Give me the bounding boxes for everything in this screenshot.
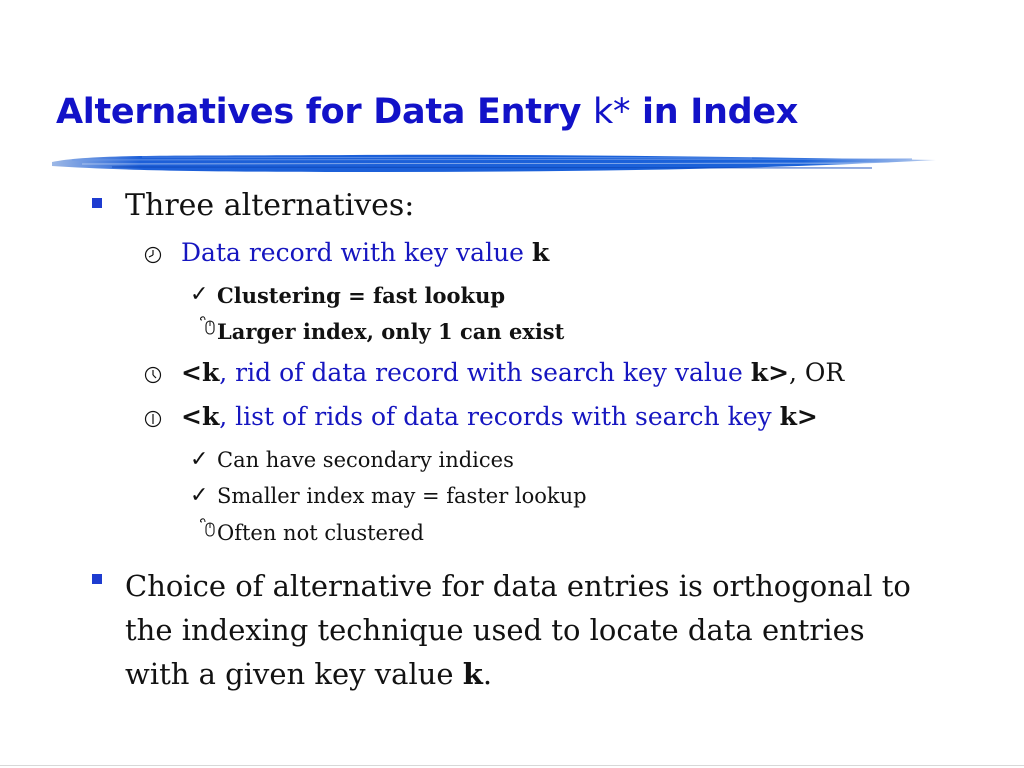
check-mark: ✓	[190, 447, 209, 472]
key-k: k	[201, 358, 220, 387]
square-bullet-1	[92, 198, 102, 208]
title-text: Alternatives for Data Entry	[56, 92, 593, 132]
bottom-rule	[0, 765, 1024, 766]
bullet-choice-paragraph: Choice of alternative for data entries is orthogonal to the indexing technique used to locate data entries with a given key value k.	[125, 569, 911, 691]
alternative-1: Data record with key value k	[181, 238, 550, 267]
mouse-icon	[200, 518, 216, 538]
title-k-star: k*	[593, 92, 631, 132]
check-mark: ✓	[190, 483, 209, 508]
alternative-3: <k, list of rids of data records with search key k>	[181, 402, 818, 431]
bullet-three-alternatives: Three alternatives:	[125, 188, 415, 223]
clock-icon	[144, 366, 162, 384]
square-bullet-2	[92, 574, 102, 584]
title-text-end: in Index	[630, 92, 799, 132]
alternative-2: <k, rid of data record with search key value k>, OR	[181, 358, 845, 387]
alt1-con: Larger index, only 1 can exist	[217, 319, 565, 344]
key-k: k	[462, 657, 483, 691]
alt3-con: Often not clustered	[217, 521, 424, 545]
alt3-pro-2: Smaller index may = faster lookup	[217, 484, 587, 508]
clock-icon	[144, 246, 162, 264]
alt1-pro: Clustering = fast lookup	[217, 283, 506, 308]
mouse-icon	[200, 316, 216, 336]
key-k: k	[750, 358, 769, 387]
key-k: k	[779, 402, 797, 431]
alt3-pro-1: Can have secondary indices	[217, 448, 514, 472]
key-k: k	[201, 402, 220, 431]
check-mark: ✓	[190, 282, 209, 307]
key-k: k	[531, 238, 550, 267]
brush-stroke-divider	[52, 148, 936, 178]
slide-title	[56, 92, 798, 132]
clock-icon	[144, 410, 162, 428]
